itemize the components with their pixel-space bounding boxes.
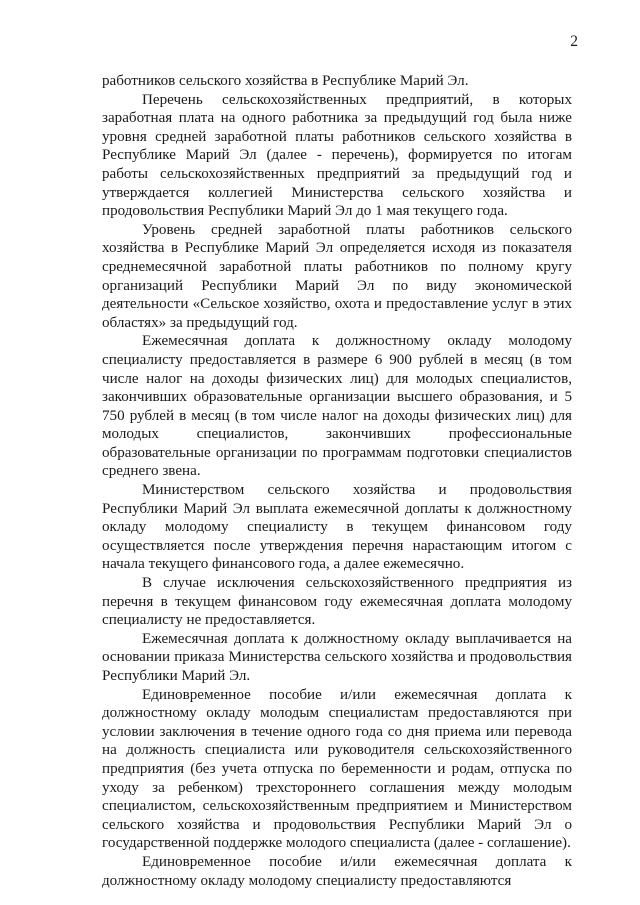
paragraph-average-salary: Уровень средней заработной платы работников сельского хозяйства в Республике Марий Эл определяется исходя из показателя среднемесячной заработной платы работников по полному кругу организаций Республики Марий Эл по виду экономической деятельности «Сельское хозяйство, охота и предоставление услуг в этих областях» за предыдущий год. [102, 221, 572, 331]
paragraph-payment-basis: Ежемесячная доплата к должностному окладу выплачивается на основании приказа Министерства сельского хозяйства и продовольствия Республики Марий Эл. [102, 630, 572, 684]
page-number: 2 [570, 33, 578, 50]
paragraph-enterprise-list: Перечень сельскохозяйственных предприятий, в которых заработная плата на одного работника за предыдущий год была ниже уровня средней заработной платы работников сельского хозяйства в Республике Марий Эл (далее - перечень), формируется по итогам работы сельскохозяйственных предприятий за предыдущий год и утверждается коллегией Министерства сельского хозяйства и продовольствия Республики Марий Эл до 1 мая текущего года. [102, 91, 572, 220]
paragraph-provision-start: Единовременное пособие и/или ежемесячная доплата к должностному окладу молодому специалисту предоставляются [102, 853, 572, 889]
paragraph-continuation: работников сельского хозяйства в Республике Марий Эл. [102, 73, 469, 89]
paragraph-exclusion: В случае исключения сельскохозяйственного предприятия из перечня в текущем финансовом году ежемесячная доплата молодому специалисту не предоставляется. [102, 575, 572, 629]
document-body [102, 72, 572, 890]
paragraph-agreement-conditions: Единовременное пособие и/или ежемесячная доплата к должностному окладу молодым специалистам предоставляются при условии заключения в течение одного года со дня приема или перевода на должность специалиста или руководителя сельскохозяйственного предприятия (без учета отпуска по беременности и родам, отпуска по уходу за ребенком) трехстороннего соглашения между молодым специалистом, сельскохозяйственным предприятием и Министерством сельского хозяйства и продовольствия Республики Марий Эл о государственной поддержке молодого специалиста (далее - соглашение). [102, 686, 572, 852]
paragraph-payment-procedure: Министерством сельского хозяйства и продовольствия Республики Марий Эл выплата ежемесячной доплаты к должностному окладу молодому специалисту в текущем финансовом году осуществляется после утверждения перечня нарастающим итогом с начала текущего финансового года, а далее ежемесячно. [102, 482, 572, 573]
paragraph-monthly-supplement-amount: Ежемесячная доплата к должностному окладу молодому специалисту предоставляется в размере 6 900 рублей в месяц (в том числе налог на доходы физических лиц) для молодых специалистов, закончивших образовательные организации высшего образования, и 5 750 рублей в месяц (в том числе налог на доходы физических лиц) для молодых специалистов, закончивших профессиональные образовательные организации по программам подготовки специалистов среднего звена. [102, 333, 572, 480]
